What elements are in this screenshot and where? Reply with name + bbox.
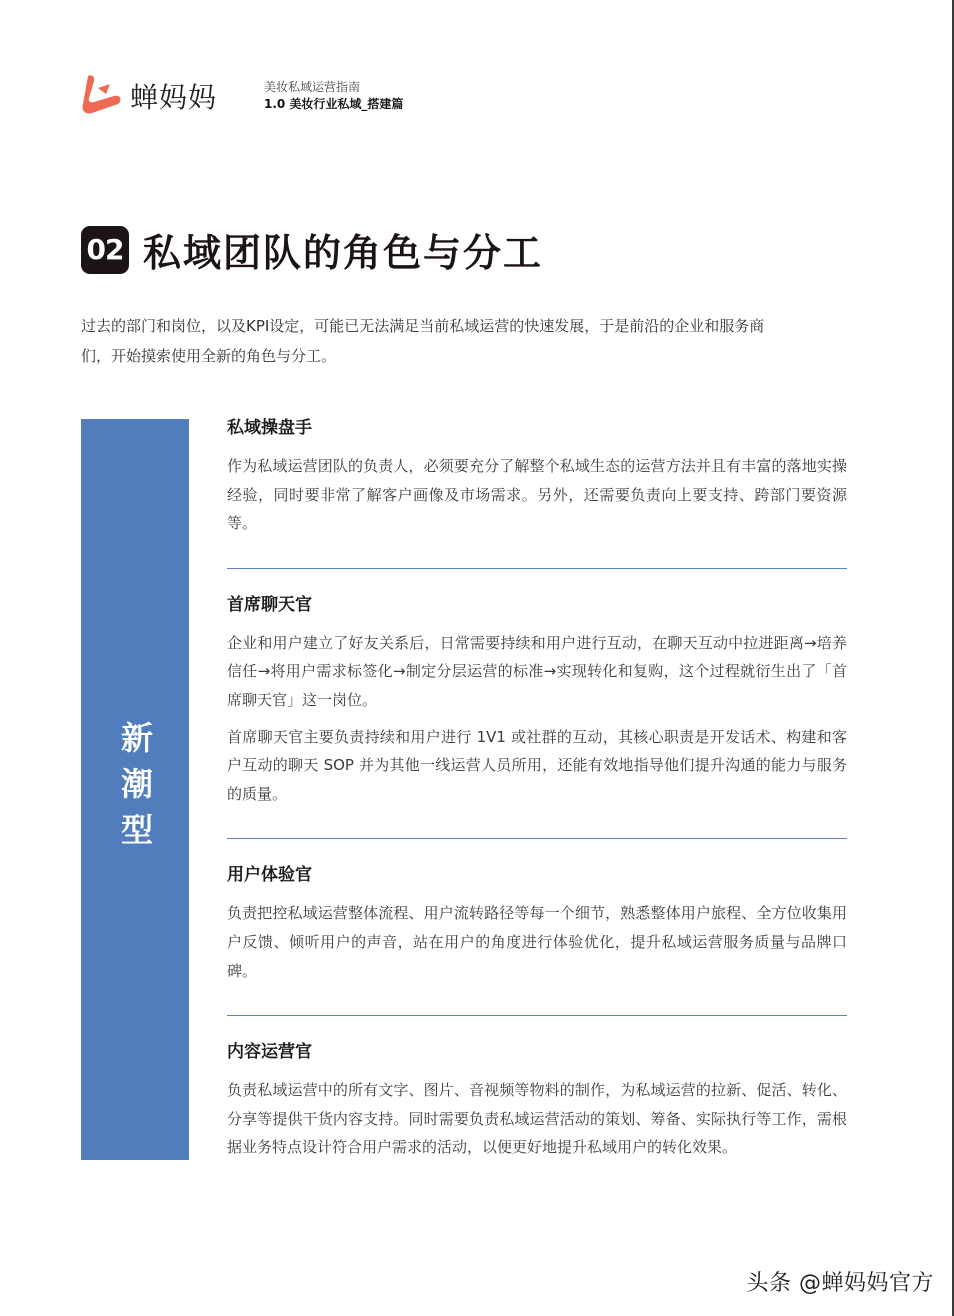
section-number-badge: 02 xyxy=(81,226,129,274)
role-title: 私域操盘手 xyxy=(227,418,312,438)
chapter-title: 1.0 美妆行业私域_搭建篇 xyxy=(264,97,404,111)
guide-title: 美妆私域运营指南 xyxy=(264,80,361,94)
section-title xyxy=(81,222,543,277)
role-description: 作为私域运营团队的负责人，必须要充分了解整个私域生态的运营方法并且有丰富的落地实操经验，同时要非常了解客户画像及市场需求。另外，还需要负责向上要支持、跨部门要资源等。 xyxy=(227,457,847,533)
role-description: 负责私域运营中的所有文字、图片、音视频等物料的制作，为私域运营的拉新、促活、转化、分享等提供干货内容支持。同时需要负责私域运营活动的策划、筹备、实际执行等工作，需根据业务特点设计符合用户需求的活动，以便更好地提升私域用户的转化效果。 xyxy=(227,1081,847,1157)
watermark: 头条 @蝉妈妈官方 xyxy=(746,1271,934,1296)
role-title: 首席聊天官 xyxy=(227,594,312,615)
header-meta xyxy=(264,79,403,113)
role-title: 内容运营官 xyxy=(227,1042,312,1063)
category-side-bar xyxy=(81,419,189,1160)
roles-list xyxy=(227,414,847,1192)
section-heading: 私域团队的角色与分工 xyxy=(143,231,544,275)
role-description: 企业和用户建立了好友关系后，日常需要持续和用户进行互动，在聊天互动中拉进距离→培养信任→将用户需求标签化→制定分层运营的标准→实现转化和复购，这个过程就衍生出了「首席聊天官」这一岗位。 xyxy=(227,633,847,709)
category-label: 新潮型 xyxy=(116,720,154,859)
role-title: 用户体验官 xyxy=(227,865,312,886)
intro-paragraph: 过去的部门和岗位，以及KPI设定，可能已无法满足当前私域运营的快速发展，于是前沿的企业和服务商们，开始摸索使用全新的角色与分工。 xyxy=(81,317,765,365)
role-description: 负责把控私域运营整体流程、用户流转路径等每一个细节，熟悉整体用户旅程、全方位收集用户反馈、倾听用户的声音，站在用户的角度进行体验优化，提升私域运营服务质量与品牌口碑。 xyxy=(227,904,847,980)
brand-name: 蝉妈妈 xyxy=(130,81,218,114)
role-block xyxy=(227,1015,847,1192)
role-block xyxy=(227,568,847,839)
chanmama-logo-icon xyxy=(80,72,124,116)
role-block xyxy=(227,414,847,568)
role-block xyxy=(227,838,847,1015)
role-description: 首席聊天官主要负责持续和用户进行 1V1 或社群的互动，其核心职责是开发话术、构建和客户互动的聊天 SOP 并为其他一线运营人员所用，还能有效地指导他们提升沟通的能力与服务的质量。 xyxy=(227,727,847,803)
